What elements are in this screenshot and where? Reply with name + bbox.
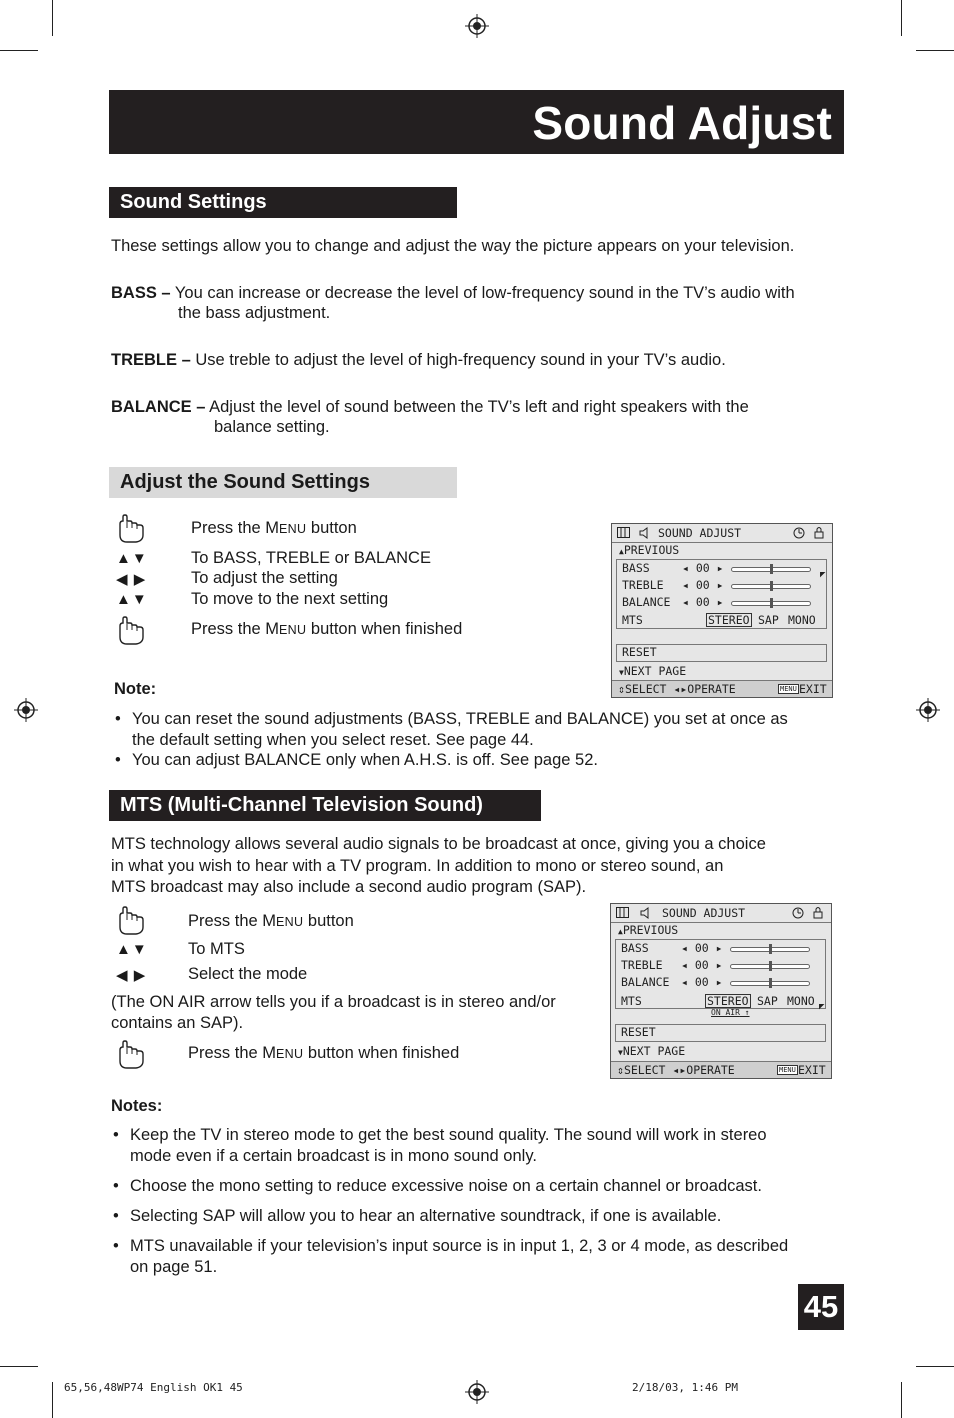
osd-mts-label: MTS — [621, 994, 642, 1008]
osd-reset: RESET — [622, 645, 657, 659]
osd-mono-option: MONO — [788, 613, 816, 627]
osd-mono-option: MONO — [787, 994, 815, 1008]
osd-sap-option: SAP — [757, 994, 778, 1008]
note-item: Selecting SAP will allow you to hear an alternative soundtrack, if one is available. — [130, 1207, 722, 1225]
menu-grid-icon — [617, 527, 631, 539]
crop-mark — [52, 0, 53, 36]
osd-on-air-indicator: ON AIR ↑ — [711, 1008, 750, 1017]
lock-icon — [813, 906, 823, 919]
osd-sound-adjust-mts-screen — [610, 903, 832, 1079]
balance-term: BALANCE – — [111, 398, 206, 416]
crop-mark — [901, 1382, 902, 1418]
section-heading-adjust: Adjust the Sound Settings — [109, 467, 457, 498]
osd-treble-slider — [731, 584, 811, 589]
balance-text-continued: balance setting. — [214, 418, 330, 436]
hand-press-icon — [114, 1039, 146, 1071]
osd-exit: EXIT — [799, 682, 827, 696]
osd-reset: RESET — [621, 1025, 656, 1039]
footer-timestamp: 2/18/03, 1:46 PM — [632, 1381, 738, 1394]
osd-stereo-option: STEREO — [707, 994, 749, 1008]
hand-press-icon — [114, 513, 146, 545]
mts-step-press-menu: Press the MENU button — [188, 912, 354, 930]
left-right-arrows-icon: ◀ ▶ — [116, 967, 147, 984]
treble-text: Use treble to adjust the level of high-frequency sound in your TV’s audio. — [195, 351, 726, 369]
note-item: You can reset the sound adjustments (BASS, TREBLE and BALANCE) you set at once as — [132, 710, 788, 728]
osd-bass-value: ◂ 00 ▸ — [681, 941, 723, 955]
treble-definition — [111, 350, 726, 371]
bass-text: You can increase or decrease the level of low-frequency sound in the TV’s audio with — [174, 284, 795, 302]
osd-bass-label: BASS — [622, 561, 650, 575]
osd-header — [612, 524, 832, 543]
osd-treble-value: ◂ 00 ▸ — [682, 578, 724, 592]
bass-definition — [111, 283, 795, 304]
osd-balance-value: ◂ 00 ▸ — [682, 595, 724, 609]
osd-balance-value: ◂ 00 ▸ — [681, 975, 723, 989]
section-heading-sound-settings: Sound Settings — [109, 187, 457, 218]
osd-treble-label: TREBLE — [621, 958, 663, 972]
mts-intro-continued: MTS broadcast may also include a second audio program (SAP). — [111, 878, 587, 896]
hand-press-icon — [114, 905, 146, 937]
menu-key-icon: MENU — [780, 685, 797, 693]
osd-next-page: ▼NEXT PAGE — [619, 664, 687, 678]
bullet: • — [113, 1237, 119, 1255]
bullet: • — [113, 1207, 119, 1225]
speaker-icon — [640, 907, 652, 919]
osd-previous: ▲PREVIOUS — [619, 543, 680, 557]
intro-text: These settings allow you to change and adjust the way the picture appears on your television. — [111, 237, 795, 255]
note-item: You can adjust BALANCE only when A.H.S. is off. See page 52. — [132, 751, 598, 769]
registration-mark-icon — [14, 698, 38, 722]
section-heading-mts: MTS (Multi-Channel Television Sound) — [109, 790, 541, 821]
osd-title: SOUND ADJUST — [658, 526, 742, 540]
note-item: Choose the mono setting to reduce excessive noise on a certain channel or broadcast. — [130, 1177, 762, 1195]
note-item-continued: mode even if a certain broadcast is in mono sound only. — [130, 1147, 537, 1165]
osd-stereo-option: STEREO — [708, 613, 750, 627]
osd-balance-label: BALANCE — [622, 595, 671, 609]
osd-treble-label: TREBLE — [622, 578, 664, 592]
note-item: Keep the TV in stereo mode to get the best sound quality. The sound will work in stereo — [130, 1126, 767, 1144]
balance-text: Adjust the level of sound between the TV’s left and right speakers with the — [209, 398, 749, 416]
crop-mark — [916, 1366, 954, 1367]
mts-paren-note: (The ON AIR arrow tells you if a broadcast is in stereo and/or — [111, 993, 556, 1011]
clock-icon — [793, 527, 805, 539]
osd-header — [611, 904, 831, 923]
registration-mark-icon — [465, 14, 489, 38]
osd-mts-label: MTS — [622, 613, 643, 627]
osd-bass-slider — [730, 947, 810, 952]
page-number: 45 — [798, 1284, 844, 1330]
bass-term: BASS – — [111, 284, 171, 302]
crop-mark — [916, 50, 954, 51]
adjust-step-next: To move to the next setting — [191, 590, 389, 608]
note-item-continued: the default setting when you select reset. See page 44. — [132, 731, 534, 749]
notes-label: Notes: — [111, 1097, 163, 1115]
bullet: • — [113, 1177, 119, 1195]
osd-footer — [612, 680, 832, 697]
crop-mark — [901, 0, 902, 36]
osd-bass-label: BASS — [621, 941, 649, 955]
cursor-arrow-icon: ◤ — [820, 570, 826, 580]
bullet: • — [115, 710, 121, 728]
osd-bass-slider — [731, 567, 811, 572]
up-down-arrows-icon: ▲▼ — [116, 941, 148, 958]
crop-mark — [52, 1382, 53, 1418]
osd-bass-value: ◂ 00 ▸ — [682, 561, 724, 575]
registration-mark-icon — [465, 1380, 489, 1404]
osd-balance-slider — [730, 981, 810, 986]
osd-treble-slider — [730, 964, 810, 969]
footer-file-info: 65,56,48WP74 English OK1 45 — [64, 1381, 243, 1394]
up-down-arrows-icon: ▲▼ — [116, 550, 148, 567]
adjust-step-finish: Press the MENU button when finished — [191, 620, 463, 638]
adjust-step-press-menu: Press the MENU button — [191, 519, 357, 537]
clock-icon — [792, 907, 804, 919]
note-item-continued: on page 51. — [130, 1258, 218, 1276]
osd-previous: ▲PREVIOUS — [618, 923, 679, 937]
lock-icon — [814, 526, 824, 539]
menu-key-icon: MENU — [779, 1066, 796, 1074]
up-down-arrows-icon: ▲▼ — [116, 591, 148, 608]
osd-balance-slider — [731, 601, 811, 606]
osd-treble-value: ◂ 00 ▸ — [681, 958, 723, 972]
page-title: Sound Adjust — [532, 97, 832, 149]
menu-grid-icon — [616, 907, 630, 919]
cursor-arrow-icon: ◤ — [819, 1002, 825, 1012]
mts-step-mode: Select the mode — [188, 965, 308, 983]
osd-balance-label: BALANCE — [621, 975, 670, 989]
note-item: MTS unavailable if your television’s input source is in input 1, 2, 3 or 4 mode, as described — [130, 1237, 789, 1255]
bullet: • — [113, 1126, 119, 1144]
osd-sound-adjust-screen — [611, 523, 833, 698]
osd-sap-option: SAP — [758, 613, 779, 627]
osd-next-page: ▼NEXT PAGE — [618, 1044, 686, 1058]
osd-title: SOUND ADJUST — [662, 906, 746, 920]
hand-press-icon — [114, 615, 146, 647]
osd-select-hint: ⇕SELECT ◂▸OPERATE — [617, 1063, 735, 1077]
mts-paren-note-continued: contains an SAP). — [111, 1014, 244, 1032]
adjust-step-adjust: To adjust the setting — [191, 569, 338, 587]
mts-step-select: To MTS — [188, 940, 245, 958]
registration-mark-icon — [916, 698, 940, 722]
balance-definition — [111, 397, 749, 418]
mts-intro-continued: in what you wish to hear with a TV program. In addition to mono or stereo sound, an — [111, 857, 724, 875]
bullet: • — [115, 751, 121, 769]
adjust-step-select: To BASS, TREBLE or BALANCE — [191, 549, 431, 567]
title-bar — [109, 90, 844, 154]
treble-term: TREBLE – — [111, 351, 191, 369]
mts-step-finish: Press the MENU button when finished — [188, 1044, 460, 1062]
left-right-arrows-icon: ◀ ▶ — [116, 571, 147, 588]
bass-text-continued: the bass adjustment. — [178, 304, 331, 322]
osd-footer — [611, 1061, 831, 1078]
note-label: Note: — [114, 680, 157, 698]
osd-select-hint: ⇕SELECT ◂▸OPERATE — [618, 682, 736, 696]
osd-exit: EXIT — [798, 1063, 826, 1077]
crop-mark — [0, 50, 38, 51]
crop-mark — [0, 1366, 38, 1367]
mts-intro: MTS technology allows several audio signals to be broadcast at once, giving you a choice — [111, 835, 766, 853]
speaker-icon — [639, 527, 651, 539]
